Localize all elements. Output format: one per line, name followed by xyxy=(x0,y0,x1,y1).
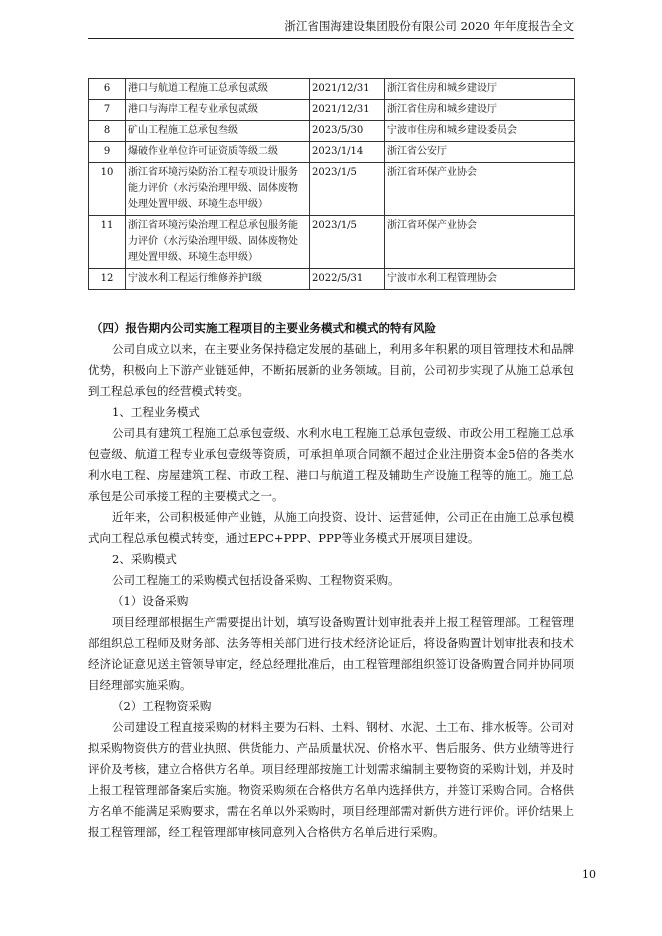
row-number-cell: 9 xyxy=(89,142,126,163)
subheading-material-procurement: （2）工程物资采购 xyxy=(112,699,212,713)
paragraph-engineering-model: 公司具有建筑工程施工总承包壹级、水利水电工程施工总承包壹级、市政公用工程施工总承包壹级、航道工程专业承包壹级等资质，可承担单项合同额不超过企业注册资本金5倍的各类水利水电工程、房屋建筑工程、市政工程、港口与航道工程及辅助生产设施工程等的施工。施工总承包是公司承接工程的主要模式之一。 xyxy=(88,426,574,503)
issuing-authority-cell: 浙江省住房和城乡建设厅 xyxy=(385,100,575,121)
qualification-table xyxy=(88,78,575,290)
table-row xyxy=(89,216,575,269)
qualification-name-cell: 浙江省环境污染防治工程专项设计服务能力评价（水污染治理甲级、固体废物处理处置甲级、环境生态甲级） xyxy=(126,163,310,216)
issuing-authority-cell: 浙江省住房和城乡建设厅 xyxy=(385,79,575,100)
qualification-name-cell: 宁波水利工程运行维修养护Ⅰ级 xyxy=(126,269,310,290)
section-heading: （四）报告期内公司实施工程项目的主要业务模式和模式的特有风险 xyxy=(91,321,436,335)
valid-until-cell: 2022/5/31 xyxy=(310,269,385,290)
table-row xyxy=(89,269,575,290)
valid-until-cell: 2023/1/14 xyxy=(310,142,385,163)
qualification-name-cell: 港口与海岸工程专业承包贰级 xyxy=(126,100,310,121)
table-row xyxy=(89,142,575,163)
issuing-authority-cell: 浙江省公安厅 xyxy=(385,142,575,163)
valid-until-cell: 2023/1/5 xyxy=(310,163,385,216)
issuing-authority-cell: 浙江省环保产业协会 xyxy=(385,163,575,216)
row-number-cell: 10 xyxy=(89,163,126,216)
body-section xyxy=(88,318,574,843)
page-number: 10 xyxy=(582,868,596,881)
paragraph-equipment-procurement: 项目经理部根据生产需要提出计划，填写设备购置计划审批表并上报工程管理部。工程管理部组织总工程师及财务部、法务等相关部门进行技术经济论证后，将设备购置计划审批表和技术经济论证意见送主管领导审定，经总经理批准后，由工程管理部组织签订设备购置合同并协同项目经理部实施采购。 xyxy=(88,615,574,692)
subheading-procurement-model: 2、采购模式 xyxy=(112,552,177,566)
row-number-cell: 7 xyxy=(89,100,126,121)
table-row xyxy=(89,163,575,216)
qualification-name-cell: 浙江省环境污染治理工程总承包服务能力评价（水污染治理甲级、固体废物处理处置甲级、环境生态甲级） xyxy=(126,216,310,269)
row-number-cell: 11 xyxy=(89,216,126,269)
row-number-cell: 12 xyxy=(89,269,126,290)
row-number-cell: 8 xyxy=(89,121,126,142)
issuing-authority-cell: 浙江省环保产业协会 xyxy=(385,216,575,269)
row-number-cell: 6 xyxy=(89,79,126,100)
paragraph-intro: 公司自成立以来，在主要业务保持稳定发展的基础上，利用多年积累的项目管理技术和品牌优势，积极向上下游产业链延伸，不断拓展新的业务领域。目前，公司初步实现了从施工总承包到工程总承包的经营模式转变。 xyxy=(88,342,574,398)
paragraph-industry-chain: 近年来，公司积极延伸产业链，从施工向投资、设计、运营延伸，公司正在由施工总承包模式向工程总承包模式转变，通过EPC+PPP、PPP等业务模式开展项目建设。 xyxy=(88,510,574,545)
table-row xyxy=(89,79,575,100)
paragraph-material-procurement: 公司建设工程直接采购的材料主要为石料、土料、钢材、水泥、土工布、排水板等。公司对拟采购物资供方的营业执照、供货能力、产品质量状况、价格水平、售后服务、供方业绩等进行评价及考核，建立合格供方名单。项目经理部按施工计划需求编制主要物资的采购计划，并及时上报工程管理部备案后实施。物资采购须在合格供方名单内选择供方，并签订采购合同。合格供方名单不能满足采购要求，需在名单以外采购时，项目经理部需对新供方进行评价。评价结果上报工程管理部，经工程管理部审核同意列入合格供方名单后进行采购。 xyxy=(88,720,574,839)
valid-until-cell: 2021/12/31 xyxy=(310,79,385,100)
valid-until-cell: 2021/12/31 xyxy=(310,100,385,121)
issuing-authority-cell: 宁波市住房和城乡建设委员会 xyxy=(385,121,575,142)
issuing-authority-cell: 宁波市水利工程管理协会 xyxy=(385,269,575,290)
qualification-name-cell: 爆破作业单位许可证资质等级二级 xyxy=(126,142,310,163)
subheading-engineering-model: 1、工程业务模式 xyxy=(112,405,200,419)
table-row xyxy=(89,100,575,121)
qualification-name-cell: 港口与航道工程施工总承包贰级 xyxy=(126,79,310,100)
page-header xyxy=(88,14,574,39)
header-title: 浙江省围海建设集团股份有限公司 2020 年年度报告全文 xyxy=(284,19,574,33)
paragraph-procurement: 公司工程施工的采购模式包括设备采购、工程物资采购。 xyxy=(112,573,400,587)
valid-until-cell: 2023/1/5 xyxy=(310,216,385,269)
table-row xyxy=(89,121,575,142)
valid-until-cell: 2023/5/30 xyxy=(310,121,385,142)
qualification-name-cell: 矿山工程施工总承包叁级 xyxy=(126,121,310,142)
subheading-equipment-procurement: （1）设备采购 xyxy=(112,594,189,608)
